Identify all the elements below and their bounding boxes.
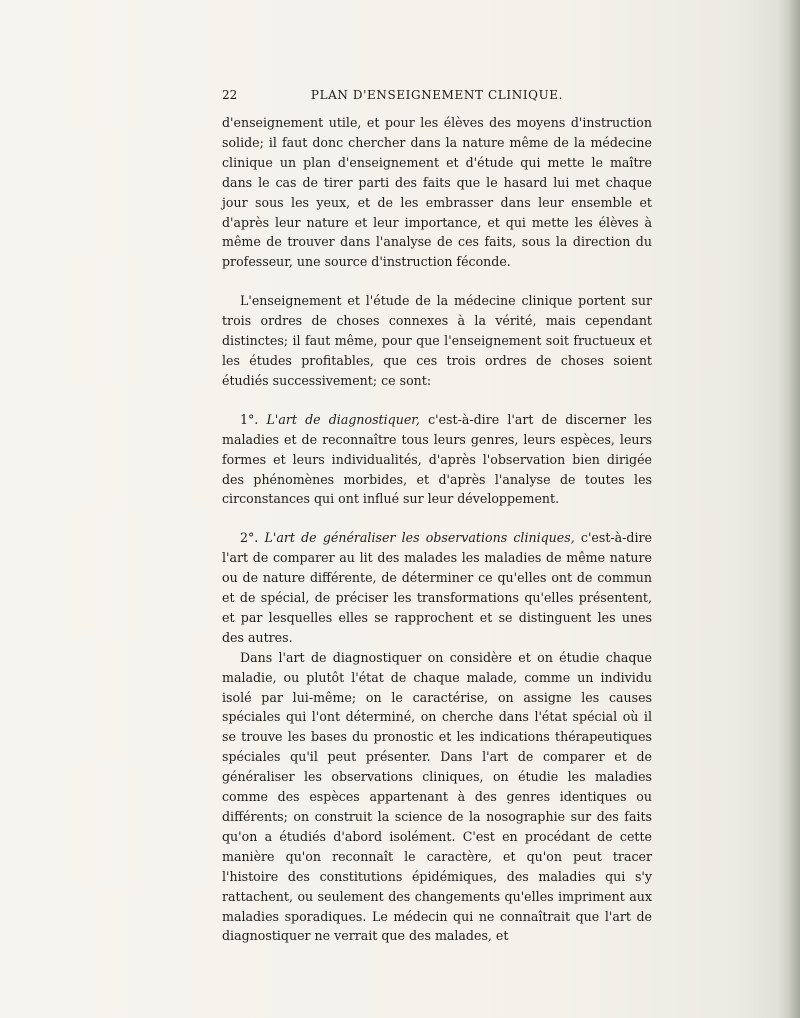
running-title-text: PLAN D'ENSEIGNEMENT CLINIQUE. xyxy=(310,88,564,102)
body-text xyxy=(222,113,652,946)
page-edge-shadow xyxy=(778,0,800,1018)
item-number-1: 1°. xyxy=(240,411,259,427)
paragraph-5: Dans l'art de diagnostiquer on considère et on étudie chaque maladie, ou plutôt l'état de chaque malade, comme un individu isolé par lui-même; on le caractérise, on assigne les causes spéciales qui l'ont déterminé, on cherche dans l'état spécial où il se trouve les bases du pronostic et les indications thérapeutiques spéciales qu'il peut présenter. Dans l'art de comparer et de généraliser les observations cliniques, on étudie les maladies comme des espèces appartenant à des genres identiques ou différents; on construit la science de la nosographie sur des faits qu'on a étudiés d'abord isolément. C'est en procédant de cette manière qu'on reconnaît le caractère, et qu'on peut tracer l'histoire des constitutions épidémiques, des maladies qui s'y rattachent, ou seulement des changements qu'elles impriment aux maladies sporadiques. Le médecin qui ne connaîtrait que l'art de diagnostiquer ne verrait que des malades, et xyxy=(222,649,652,944)
item-title-1: L'art de diagnostiquer, xyxy=(266,411,420,427)
paragraph-1: d'enseignement utile, et pour les élèves des moyens d'instruction solide; il faut donc chercher dans la nature même de la médecine clinique un plan d'enseignement et d'étude qui mette le maître dans le cas de tirer parti des faits que le hasard lui met chaque jour sous les yeux, et de les embrasser dans leur ensemble et d'après leur nature et leur importance, et qui mette les élèves à même de trouver dans l'analyse de ces faits, sous la direction du professeur, une source d'instruction féconde. xyxy=(222,115,652,270)
item-number-2: 2°. xyxy=(240,530,259,546)
running-title xyxy=(222,88,652,102)
paragraph-gap xyxy=(222,272,652,291)
paragraph-gap xyxy=(222,391,652,410)
paragraph-2: L'enseignement et l'étude de la médecine clinique portent sur trois ordres de choses connexes à la vérité, mais cependant distinctes; il faut même, pour que l'enseignement soit fructueux et les études profitables, que ces trois ordres de choses soient étudiés successivement; ce sont: xyxy=(222,293,652,388)
page-number: 22 xyxy=(222,88,238,102)
paragraph-4 xyxy=(222,528,652,647)
item-title-2: L'art de généraliser les observations cliniques, xyxy=(264,530,575,546)
paragraph-gap xyxy=(222,509,652,528)
item-text-2: c'est-à-dire l'art de comparer au lit des malades les maladies de même nature ou de nature différente, de déterminer ce qu'elles ont de commun et de spécial, de préciser les transformations qu'elles présentent, et par lesquelles elles se rapprochent et se distinguent les unes des autres. xyxy=(222,530,652,645)
paragraph-3 xyxy=(222,410,652,510)
item-text-1: c'est-à-dire l'art de discerner les maladies et de reconnaître tous leurs genres, leurs espèces, leurs formes et leurs individualités, d'après l'observation bien dirigée des phénomènes morbides, et d'après l'analyse de toutes les circonstances qui ont influé sur leur développement. xyxy=(222,411,652,507)
